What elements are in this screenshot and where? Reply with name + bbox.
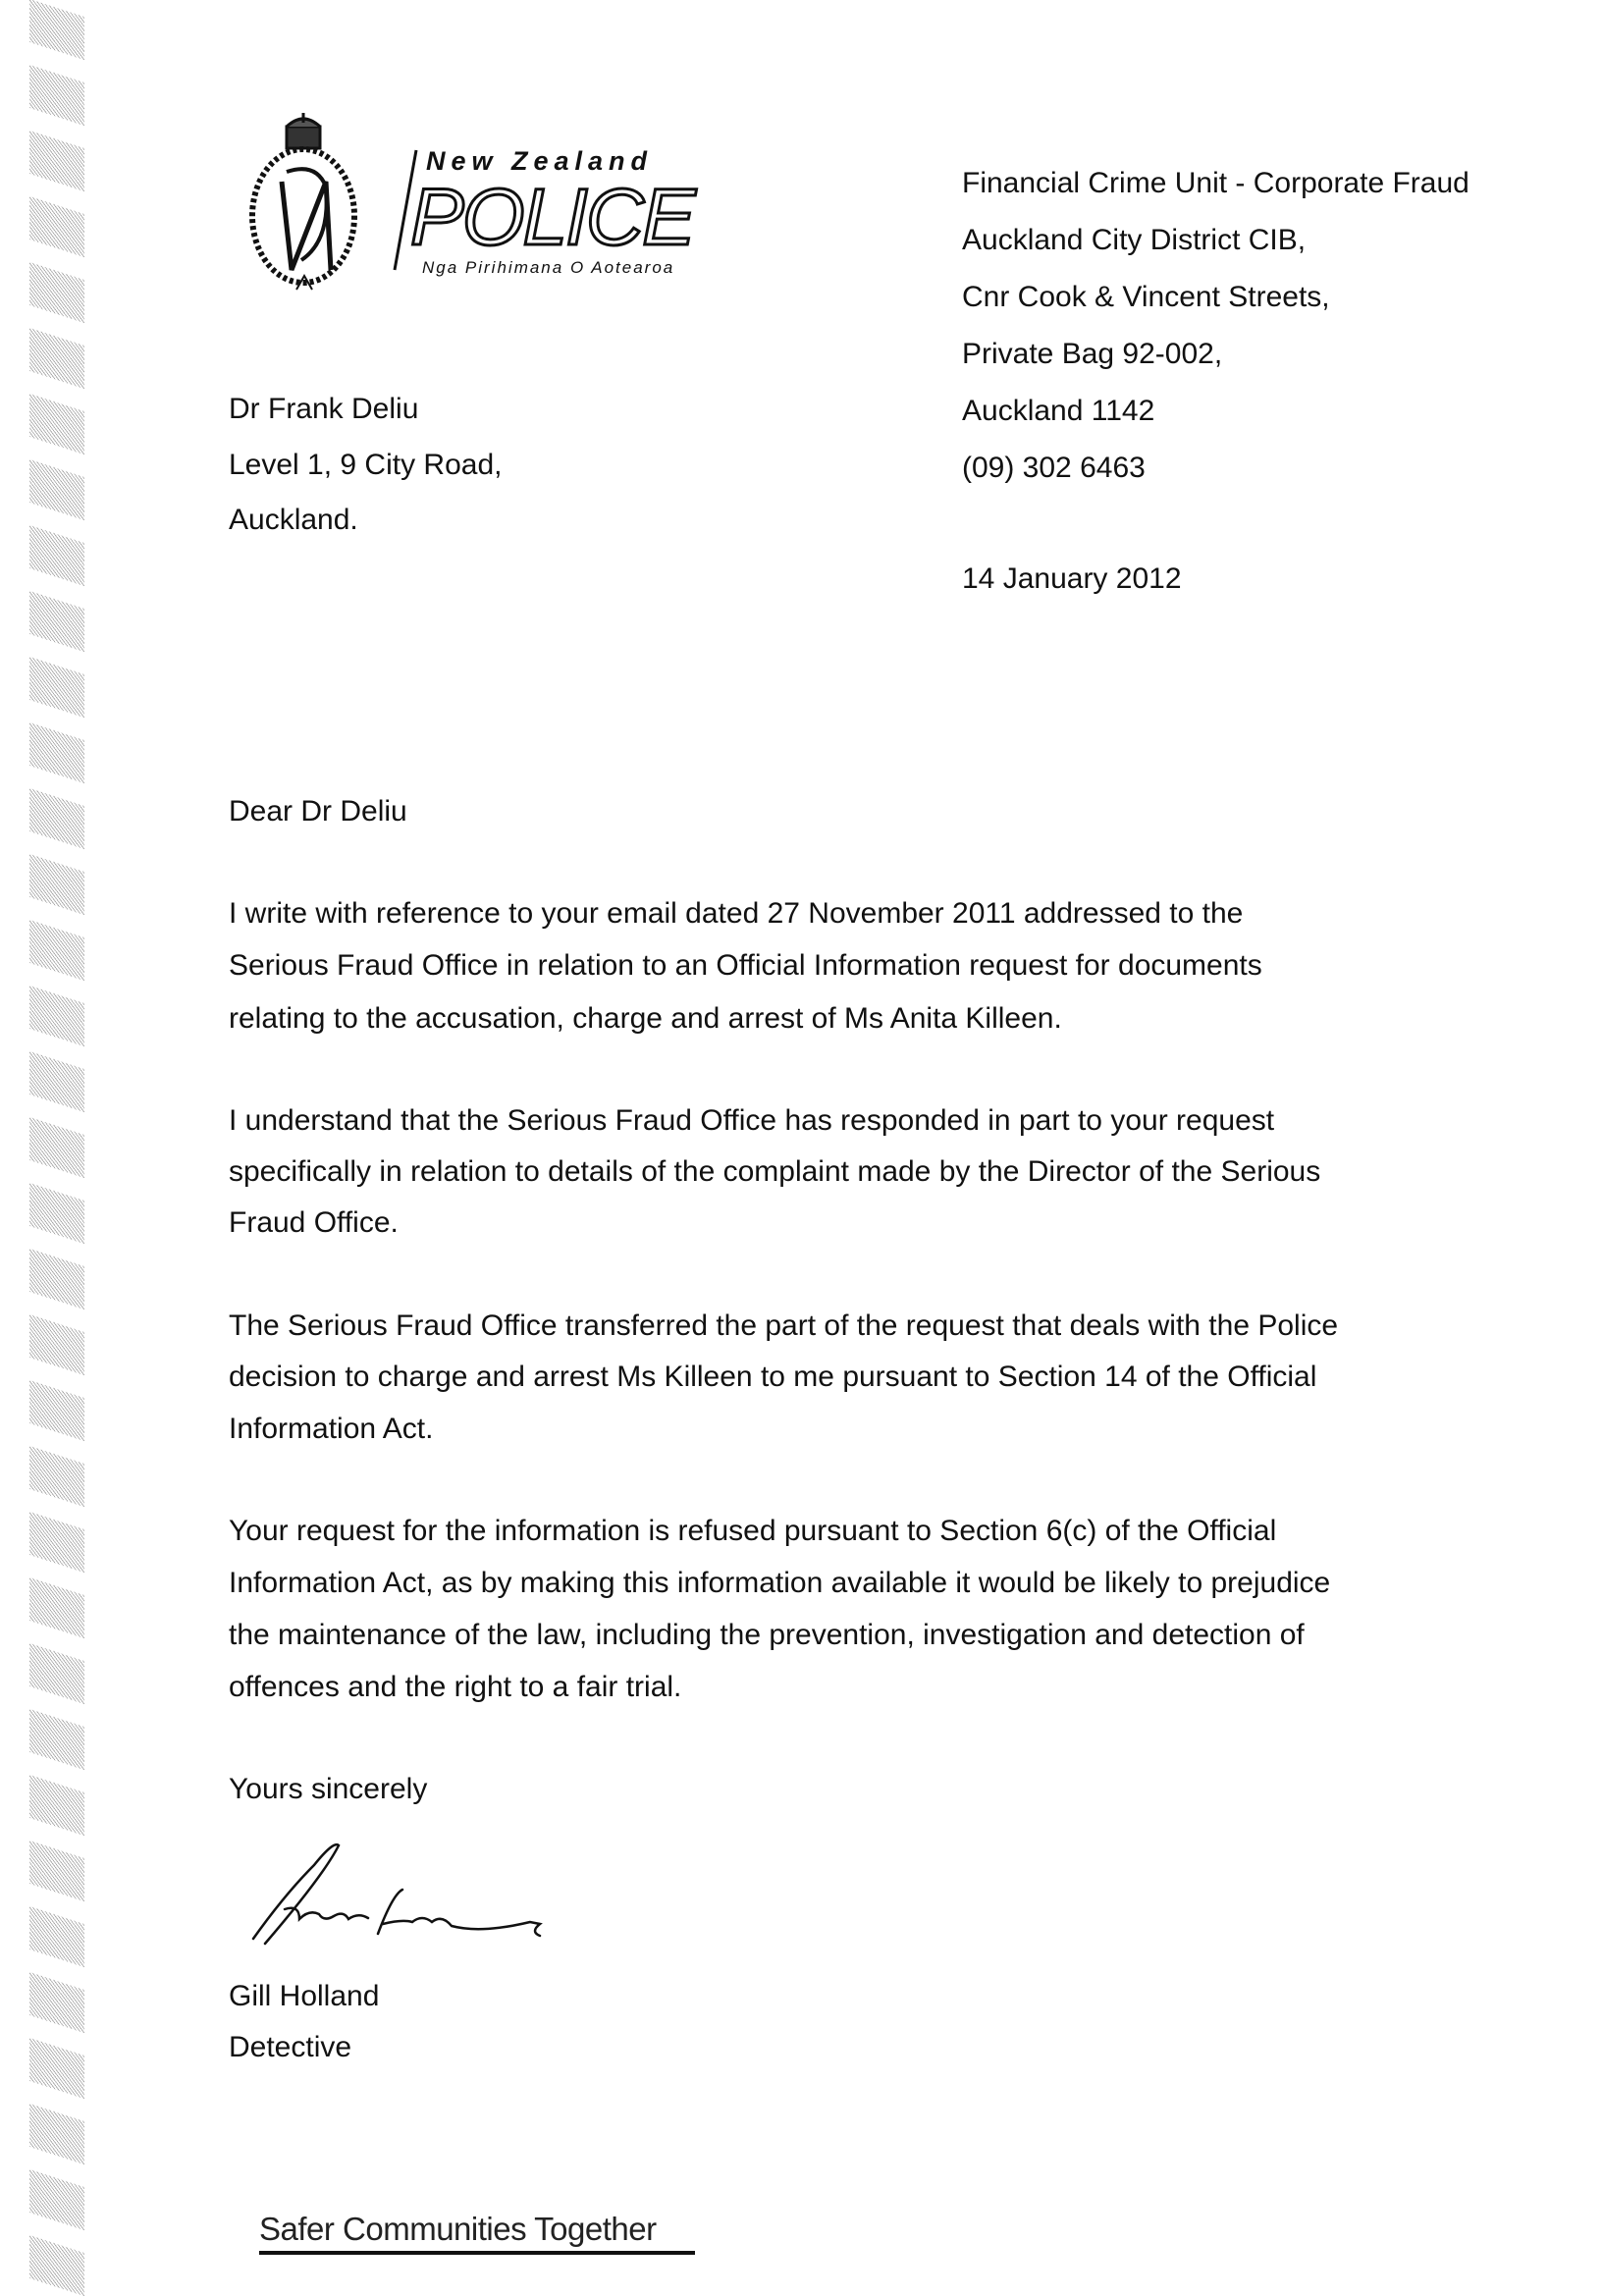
- body-line: Fraud Office.: [229, 1206, 399, 1239]
- scan-hatch-block: [29, 2235, 84, 2296]
- scan-hatch-block: [29, 2038, 84, 2099]
- scan-hatch-block: [29, 1051, 84, 1112]
- body-line: the maintenance of the law, including the prevention, investigation and detection of: [229, 1619, 1305, 1651]
- sender-address-line: Auckland 1142: [962, 395, 1155, 427]
- sender-address-line: Financial Crime Unit - Corporate Fraud: [962, 167, 1469, 199]
- sender-address-line: Auckland City District CIB,: [962, 224, 1307, 256]
- scan-hatch-block: [29, 525, 84, 586]
- footer-rule: [259, 2251, 695, 2255]
- scan-hatch-block: [29, 1906, 84, 1967]
- scan-hatch-block: [29, 1512, 84, 1573]
- footer-slogan: Safer Communities Together: [259, 2211, 657, 2247]
- scan-hatch-block: [29, 262, 84, 323]
- body-line: Serious Fraud Office in relation to an Official Information request for documents: [229, 949, 1262, 982]
- scan-hatch-block: [29, 1577, 84, 1638]
- body-line: decision to charge and arrest Ms Killeen to me pursuant to Section 14 of the Official: [229, 1361, 1317, 1393]
- scan-hatch-block: [29, 1972, 84, 2033]
- body-line: relating to the accusation, charge and arrest of Ms Anita Killeen.: [229, 1002, 1062, 1035]
- logo-police: POLICE: [410, 173, 694, 262]
- scan-binding-strip: [29, 0, 88, 2293]
- scan-hatch-block: [29, 986, 84, 1046]
- body-line: I write with reference to your email dated 27 November 2011 addressed to the: [229, 897, 1244, 930]
- body-line: Your request for the information is refused pursuant to Section 6(c) of the Official: [229, 1515, 1277, 1547]
- body-line: Information Act, as by making this information available it would be likely to prejudice: [229, 1567, 1331, 1599]
- salutation: Dear Dr Deliu: [229, 795, 407, 828]
- scan-hatch-block: [29, 1709, 84, 1770]
- body-line: Information Act.: [229, 1413, 434, 1445]
- recipient-line: Auckland.: [229, 504, 358, 536]
- recipient-line: Dr Frank Deliu: [229, 393, 419, 425]
- logo-new-zealand: New Zealand: [426, 146, 654, 176]
- closing: Yours sincerely: [229, 1773, 428, 1805]
- scan-hatch-block: [29, 788, 84, 849]
- scan-hatch-block: [29, 1117, 84, 1178]
- scan-hatch-block: [29, 591, 84, 652]
- recipient-line: Level 1, 9 City Road,: [229, 449, 503, 481]
- scan-hatch-block: [29, 394, 84, 454]
- letter-date: 14 January 2012: [962, 562, 1182, 595]
- scan-hatch-block: [29, 1183, 84, 1244]
- scan-hatch-block: [29, 328, 84, 389]
- scan-hatch-block: [29, 65, 84, 126]
- sender-address-line: Private Bag 92-002,: [962, 338, 1223, 370]
- logo-maori-name: Nga Pirihimana O Aotearoa: [422, 258, 675, 277]
- scan-hatch-block: [29, 131, 84, 191]
- scan-hatch-block: [29, 854, 84, 915]
- body-line: I understand that the Serious Fraud Office has responded in part to your request: [229, 1104, 1275, 1137]
- body-line: offences and the right to a fair trial.: [229, 1671, 682, 1703]
- scan-hatch-block: [29, 2169, 84, 2230]
- sender-address-line: Cnr Cook & Vincent Streets,: [962, 281, 1330, 313]
- scan-hatch-block: [29, 459, 84, 520]
- scan-hatch-block: [29, 722, 84, 783]
- body-line: The Serious Fraud Office transferred the part of the request that deals with the Police: [229, 1309, 1339, 1342]
- signer-title: Detective: [229, 2031, 352, 2063]
- body-line: specifically in relation to details of the complaint made by the Director of the Serious: [229, 1155, 1321, 1188]
- handwritten-signature: [245, 1836, 609, 1953]
- scan-hatch-block: [29, 1446, 84, 1507]
- signer-name: Gill Holland: [229, 1980, 380, 2012]
- police-crest-icon: [252, 113, 354, 290]
- scan-hatch-block: [29, 1841, 84, 1901]
- scan-hatch-block: [29, 920, 84, 981]
- scan-hatch-block: [29, 1249, 84, 1309]
- scan-hatch-block: [29, 1775, 84, 1836]
- sender-phone: (09) 302 6463: [962, 452, 1146, 484]
- scan-hatch-block: [29, 2104, 84, 2164]
- scan-hatch-block: [29, 657, 84, 718]
- scan-hatch-block: [29, 0, 84, 60]
- scan-hatch-block: [29, 1314, 84, 1375]
- nz-police-logo: [247, 113, 777, 309]
- scan-hatch-block: [29, 196, 84, 257]
- scan-hatch-block: [29, 1643, 84, 1704]
- scan-hatch-block: [29, 1380, 84, 1441]
